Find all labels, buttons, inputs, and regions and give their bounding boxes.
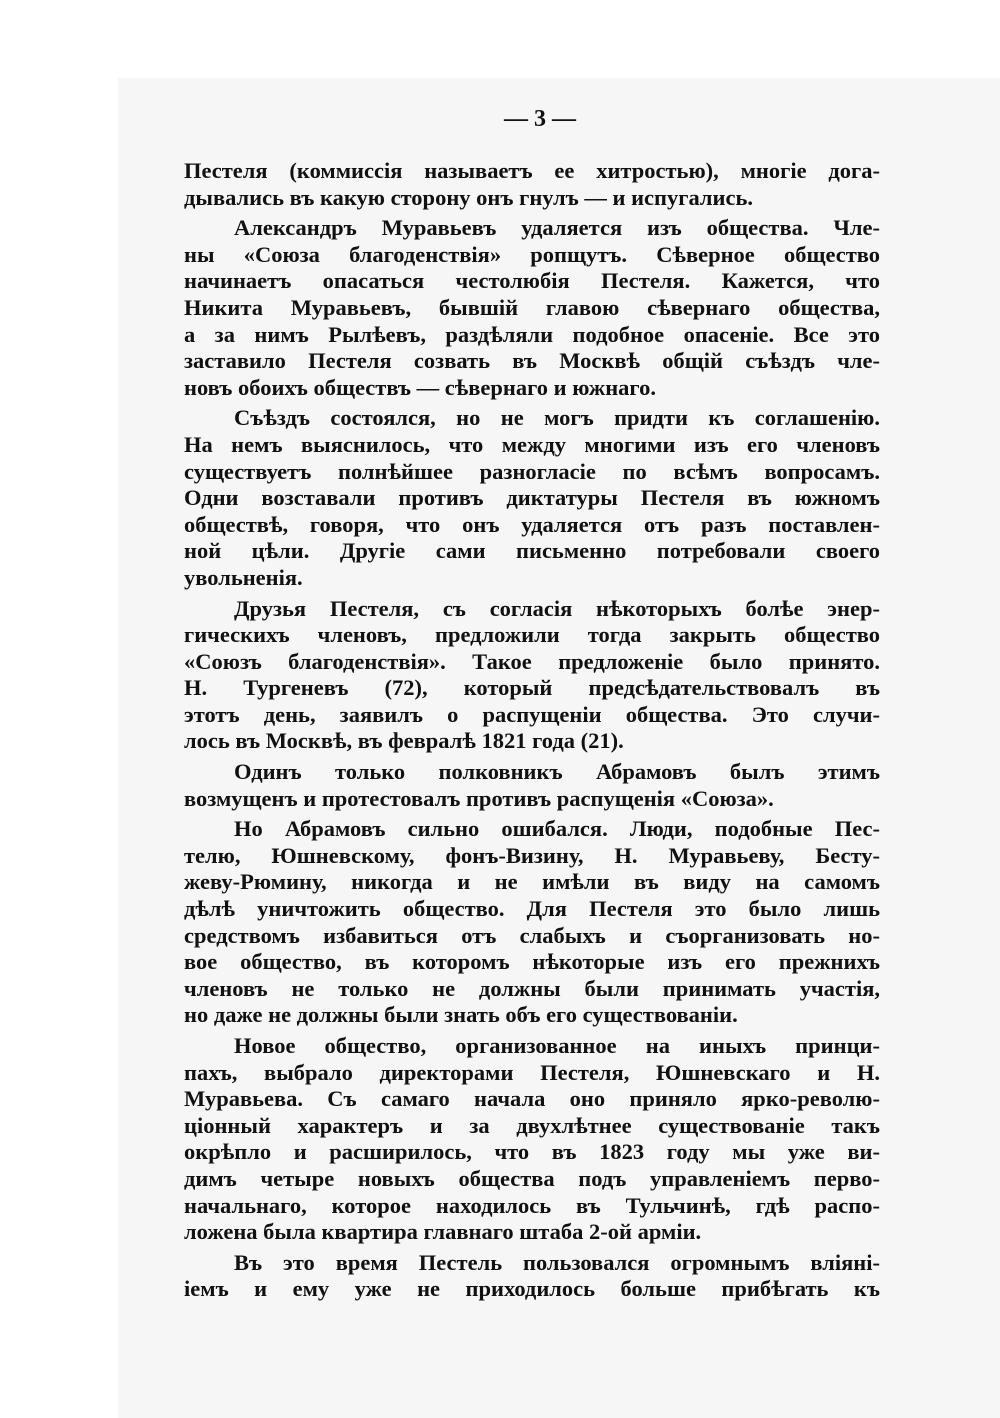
text-line: но даже не должны были знать объ его существованіи. bbox=[184, 1002, 738, 1028]
text-line: возмущенъ и протестовалъ противъ распущенія «Союза». bbox=[184, 785, 774, 811]
text-line: гическихъ членовъ, предложили тогда закрыть общество bbox=[184, 622, 880, 648]
text-line: заставило Пестеля созвать въ Москвѣ общій съѣздъ чле- bbox=[184, 348, 880, 374]
text-line: Никита Муравьевъ, бывшій главою сѣвернаго общества, bbox=[184, 294, 880, 320]
text-line: жеву-Рюмину, никогда и не имѣли въ виду на самомъ bbox=[184, 869, 880, 895]
text-line: ной цѣли. Другіе сами письменно потребовали своего bbox=[184, 538, 880, 564]
text-line: димъ четыре новыхъ общества подъ управленіемъ перво- bbox=[184, 1165, 880, 1191]
text-line: дѣлѣ уничтожить общество. Для Пестеля это было лишь bbox=[184, 896, 880, 922]
text-line: Александръ Муравьевъ удаляется изъ общества. Чле- bbox=[234, 215, 880, 241]
text-line: пахъ, выбрало директорами Пестеля, Юшневскаго и Н. bbox=[184, 1059, 880, 1085]
text-line: вое общество, въ которомъ нѣкоторые изъ его прежнихъ bbox=[184, 949, 880, 975]
text-line: начальнаго, которое находилось въ Тульчинѣ, гдѣ распо- bbox=[184, 1192, 880, 1218]
text-line: ны «Союза благоденствія» ропщутъ. Сѣверное общество bbox=[184, 241, 880, 267]
page-number: — 3 — bbox=[504, 106, 576, 132]
text-line: средствомъ избавиться отъ слабыхъ и съорганизовать но- bbox=[184, 922, 880, 948]
text-line: дывались въ какую сторону онъ гнулъ — и испугались. bbox=[184, 184, 753, 210]
text-line: Пестеля (коммиссія называетъ ее хитростью), многіе дога- bbox=[184, 158, 880, 183]
text-line: этотъ день, заявилъ о распущеніи общества. Это случи- bbox=[184, 701, 880, 727]
text-line: Друзья Пестеля, съ согласія нѣкоторыхъ болѣе энер- bbox=[234, 595, 880, 621]
text-line: увольненія. bbox=[184, 564, 303, 590]
text-line: лось въ Москвѣ, въ февралѣ 1821 года (21). bbox=[184, 728, 624, 754]
text-line: Н. Тургеневъ (72), который предсѣдательствовалъ въ bbox=[184, 675, 880, 701]
text-line: «Союзъ благоденствія». Такое предложеніе было принято. bbox=[184, 648, 880, 674]
text-line: ложена была квартира главнаго штаба 2-ой арміи. bbox=[184, 1219, 702, 1245]
text-line: іемъ и ему уже не приходилось больше прибѣгать къ bbox=[184, 1276, 880, 1302]
page-text bbox=[184, 158, 880, 1303]
text-line: ціонный характеръ и за двухлѣтнее существованіе такъ bbox=[184, 1112, 880, 1138]
text-line: Одинъ только полковникъ Абрамовъ былъ этимъ bbox=[234, 759, 880, 785]
text-line: обществѣ, говоря, что онъ удаляется отъ разъ поставлен- bbox=[184, 511, 880, 537]
text-line: телю, Юшневскому, фонъ-Визину, Н. Муравьеву, Бесту- bbox=[184, 842, 880, 868]
text-line: Муравьева. Съ самаго начала оно приняло ярко-револю- bbox=[184, 1086, 880, 1112]
text-line: На немъ выяснилось, что между многими изъ его членовъ bbox=[184, 431, 880, 457]
text-line: Одни возставали противъ диктатуры Пестеля въ южномъ bbox=[184, 485, 880, 511]
text-line: Съѣздъ состоялся, но не могъ придти къ соглашенію. bbox=[234, 405, 880, 431]
text-line: членовъ не только не должны были принимать участія, bbox=[184, 975, 880, 1001]
text-line: новъ обоихъ обществъ — сѣвернаго и южнаго. bbox=[184, 374, 656, 400]
text-line: Но Абрамовъ сильно ошибался. Люди, подобные Пес- bbox=[234, 816, 880, 842]
text-line: окрѣпло и расширилось, что въ 1823 году мы уже ви- bbox=[184, 1139, 880, 1165]
text-line: начинаетъ опасаться честолюбія Пестеля. Кажется, что bbox=[184, 268, 880, 294]
text-line: существуетъ полнѣйшее разногласіе по всѣмъ вопросамъ. bbox=[184, 458, 880, 484]
text-line: Въ это время Пестель пользовался огромнымъ вліяні- bbox=[234, 1249, 880, 1275]
text-line: а за нимъ Рылѣевъ, раздѣляли подобное опасеніе. Все это bbox=[184, 321, 880, 347]
text-line: Новое общество, организованное на иныхъ принци- bbox=[234, 1033, 880, 1058]
